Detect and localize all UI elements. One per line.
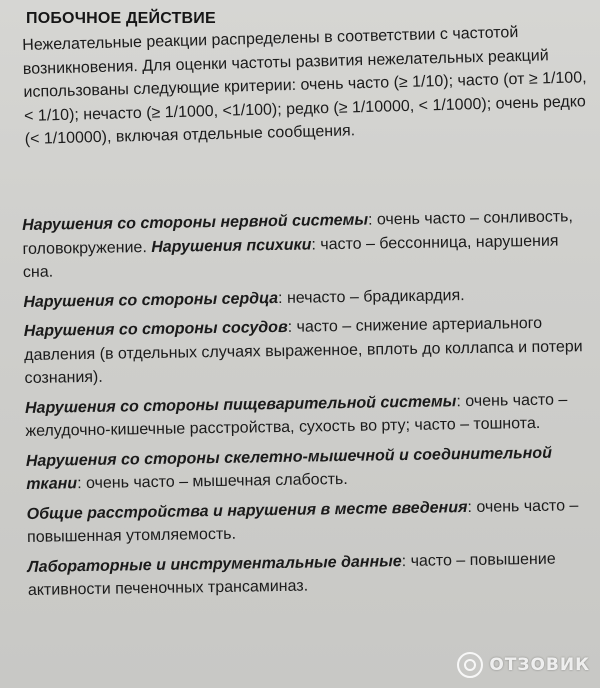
block-nervous-system: Нарушения со стороны нервной системы: очень часто – сонливость, головокружение. Нарушения психики: часто – бессонница, нарушения сна. [22, 208, 574, 281]
block-body: очень часто – мышечная слабость. [85, 470, 348, 493]
block-body: очень часто – повышенная утомляемость. [26, 496, 579, 546]
block-body-psychiatric: часто – бессонница, нарушения сна. [22, 232, 559, 281]
side-effects-list [22, 205, 598, 608]
block-body: очень часто – желудочно-кишечные расстройства, сухость во рту; часто – тошнота. [25, 390, 568, 440]
block-heading-psychiatric: Нарушения психики [151, 235, 312, 256]
block-lab: Лабораторные и инструментальные данные: часто – повышение активности печеночных трансаминаз. [27, 550, 556, 599]
block-body: часто – повышение активности печеночных трансаминаз. [27, 550, 556, 599]
block-heading: Нарушения со стороны скелетно-мышечной и соединительной ткани [25, 444, 553, 493]
block-body: нечасто – брадикардия. [286, 286, 465, 307]
block-general: Общие расстройства и нарушения в месте введения: очень часто – повышенная утомляемость. [26, 496, 579, 546]
block-body: очень часто – сонливость, головокружение. [22, 208, 574, 258]
block-digestive: Нарушения со стороны пищеварительной системы: очень часто – желудочно-кишечные расстройства, сухость во рту; часто – тошнота. [24, 390, 568, 440]
watermark [457, 652, 590, 678]
block-heading: Лабораторные и инструментальные данные [27, 552, 402, 576]
block-body: часто – снижение артериального давления (в отдельных случаях выраженное, вплоть до коллапса и потери сознания). [24, 314, 583, 387]
watermark-text: ОТЗОВИК [489, 655, 590, 675]
watermark-logo-icon [457, 652, 483, 678]
block-heading: Нарушения со стороны сосудов [23, 318, 288, 340]
section-title: ПОБОЧНОЕ ДЕЙСТВИЕ [26, 10, 216, 27]
block-heading: Нарушения со стороны пищеварительной системы [24, 392, 457, 417]
block-musculoskeletal: Нарушения со стороны скелетно-мышечной и соединительной ткани: очень часто – мышечная слабость. [25, 444, 553, 493]
block-heading: Нарушения со стороны нервной системы [22, 211, 369, 234]
intro-text: Нежелательные реакции распределены в соответствии с частотой возникновения. Для оценки частоты развития нежелательных реакций использованы следующие критерии: очень часто (≥ 1/10); часто (от ≥ 1/100, < 1/10); нечасто (≥ 1/1000, <1/100); редко (≥ 1/10000, < 1/1000); очень редко (< 1/10000), включая отдельные сообщения. [22, 24, 587, 148]
intro-paragraph [22, 19, 595, 151]
block-heart: Нарушения со стороны сердца: нечасто – брадикардия. [23, 286, 465, 311]
block-heading: Общие расстройства и нарушения в месте введения [26, 498, 468, 523]
block-heading: Нарушения со стороны сердца [23, 289, 279, 311]
block-vessels: Нарушения со стороны сосудов: часто – снижение артериального давления (в отдельных случаях выраженное, вплоть до коллапса и потери сознания). [23, 314, 583, 387]
